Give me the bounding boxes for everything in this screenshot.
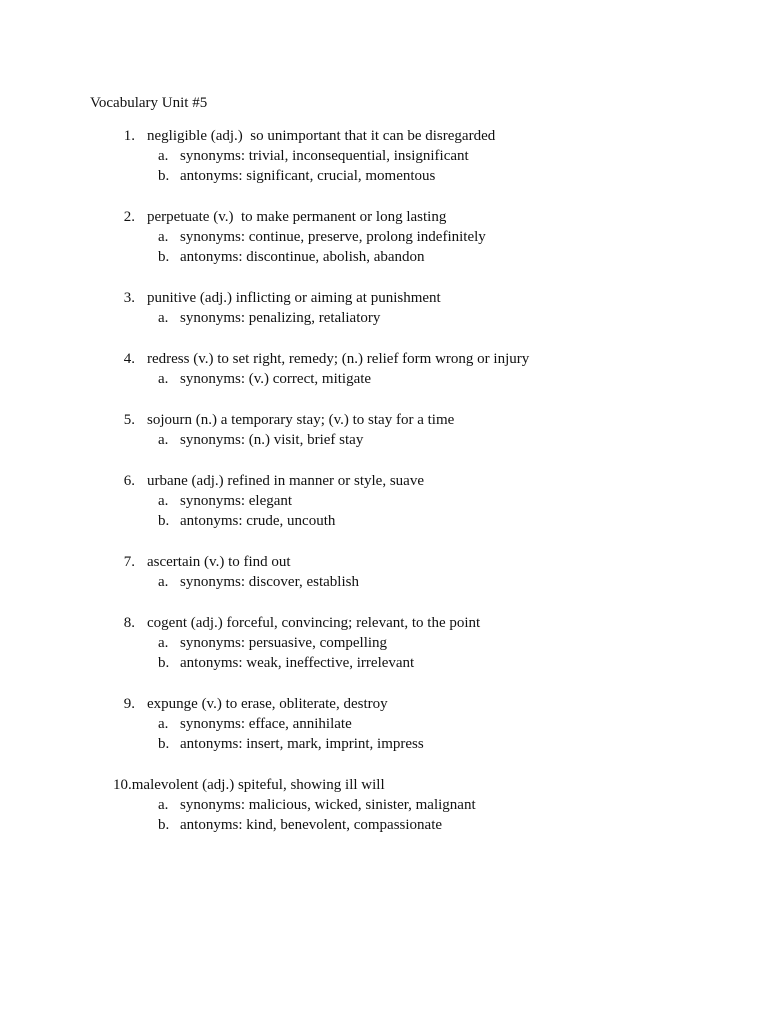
entry-subitem — [90, 308, 730, 328]
entry-subitem — [90, 815, 730, 835]
vocabulary-entry — [90, 288, 730, 328]
subitem-text: synonyms: efface, annihilate — [180, 716, 352, 732]
vocabulary-list — [90, 126, 730, 835]
entry-definition: redress (v.) to set right, remedy; (n.) relief form wrong or injury — [147, 351, 530, 367]
subitem-letter: b. — [158, 817, 170, 833]
subitem-text: synonyms: trivial, inconsequential, insignificant — [180, 148, 469, 164]
vocabulary-entry — [90, 207, 730, 267]
entry-subitem — [90, 247, 730, 267]
subitem-text: synonyms: persuasive, compelling — [180, 635, 388, 651]
subitem-text: antonyms: crude, uncouth — [180, 513, 336, 529]
subitem-letter: b. — [158, 249, 170, 265]
entry-subitem — [90, 795, 730, 815]
entry-headline-row — [90, 288, 730, 308]
vocabulary-entry — [90, 552, 730, 592]
entry-headline-row — [90, 613, 730, 633]
vocabulary-entry — [90, 471, 730, 531]
subitem-letter: a. — [158, 716, 169, 732]
subitem-text: synonyms: (v.) correct, mitigate — [180, 371, 372, 387]
entry-number: 8. — [123, 615, 135, 631]
entry-subitem — [90, 511, 730, 531]
subitem-text: synonyms: malicious, wicked, sinister, malignant — [180, 797, 476, 813]
subitem-letter: a. — [158, 574, 169, 590]
number-gap — [135, 471, 147, 491]
entry-number: 4. — [123, 351, 135, 367]
entry-subitem — [90, 491, 730, 511]
entry-number: 9. — [123, 696, 135, 712]
entry-number: 1. — [123, 128, 135, 144]
entry-subitem — [90, 572, 730, 592]
entry-definition: negligible (adj.) so unimportant that it can be disregarded — [147, 128, 496, 144]
number-gap — [135, 613, 147, 633]
number-gap — [135, 552, 147, 572]
entry-definition: expunge (v.) to erase, obliterate, destroy — [147, 696, 388, 712]
entry-definition: urbane (adj.) refined in manner or style, suave — [147, 473, 424, 489]
entry-headline-row — [90, 207, 730, 227]
subitem-letter: a. — [158, 797, 169, 813]
subitem-letter: a. — [158, 635, 169, 651]
entry-number: 5. — [123, 412, 135, 428]
entry-number: 2. — [123, 209, 135, 225]
entry-headline-row — [90, 694, 730, 714]
subitem-text: antonyms: significant, crucial, momentous — [180, 168, 436, 184]
document-page — [90, 93, 730, 856]
document-title: Vocabulary Unit #5 — [90, 95, 208, 111]
entry-definition: malevolent (adj.) spiteful, showing ill will — [131, 777, 385, 793]
subitem-text: antonyms: discontinue, abolish, abandon — [180, 249, 425, 265]
entry-number: 10. — [113, 777, 132, 793]
entry-subitem — [90, 653, 730, 673]
entry-definition: perpetuate (v.) to make permanent or long lasting — [147, 209, 447, 225]
subitem-letter: b. — [158, 655, 170, 671]
vocabulary-entry — [90, 410, 730, 450]
vocabulary-entry — [90, 126, 730, 186]
entry-headline-row — [90, 471, 730, 491]
vocabulary-entry — [90, 613, 730, 673]
vocabulary-entry — [90, 694, 730, 754]
number-gap — [135, 349, 147, 369]
number-gap — [135, 126, 147, 146]
entry-subitem — [90, 734, 730, 754]
subitem-letter: b. — [158, 736, 170, 752]
entry-headline-row — [90, 775, 730, 795]
subitem-text: antonyms: kind, benevolent, compassionate — [180, 817, 443, 833]
entry-headline-row — [90, 349, 730, 369]
subitem-text: synonyms: (n.) visit, brief stay — [180, 432, 364, 448]
entry-definition: cogent (adj.) forceful, convincing; relevant, to the point — [147, 615, 481, 631]
subitem-letter: b. — [158, 513, 170, 529]
subitem-letter: a. — [158, 432, 169, 448]
subitem-letter: a. — [158, 371, 169, 387]
entry-definition: punitive (adj.) inflicting or aiming at punishment — [147, 290, 441, 306]
vocabulary-entry — [90, 775, 730, 835]
number-gap — [135, 207, 147, 227]
number-gap — [135, 410, 147, 430]
entry-number: 7. — [123, 554, 135, 570]
entry-definition: sojourn (n.) a temporary stay; (v.) to stay for a time — [147, 412, 455, 428]
subitem-text: synonyms: penalizing, retaliatory — [180, 310, 381, 326]
entry-definition: ascertain (v.) to find out — [147, 554, 291, 570]
subitem-letter: a. — [158, 229, 169, 245]
entry-subitem — [90, 166, 730, 186]
subitem-text: synonyms: discover, establish — [180, 574, 359, 590]
subitem-letter: a. — [158, 493, 169, 509]
subitem-text: antonyms: insert, mark, imprint, impress — [180, 736, 424, 752]
entry-subitem — [90, 146, 730, 166]
entry-subitem — [90, 633, 730, 653]
number-gap — [135, 694, 147, 714]
entry-headline-row — [90, 126, 730, 146]
entry-number: 3. — [123, 290, 135, 306]
entry-headline-row — [90, 552, 730, 572]
subitem-letter: a. — [158, 310, 169, 326]
subitem-letter: a. — [158, 148, 169, 164]
entry-headline-row — [90, 410, 730, 430]
subitem-text: synonyms: continue, preserve, prolong indefinitely — [180, 229, 486, 245]
entry-subitem — [90, 714, 730, 734]
entry-subitem — [90, 227, 730, 247]
subitem-text: antonyms: weak, ineffective, irrelevant — [180, 655, 415, 671]
entry-number: 6. — [123, 473, 135, 489]
subitem-letter: b. — [158, 168, 170, 184]
entry-subitem — [90, 369, 730, 389]
entry-subitem — [90, 430, 730, 450]
number-gap — [135, 288, 147, 308]
vocabulary-entry — [90, 349, 730, 389]
subitem-text: synonyms: elegant — [180, 493, 293, 509]
